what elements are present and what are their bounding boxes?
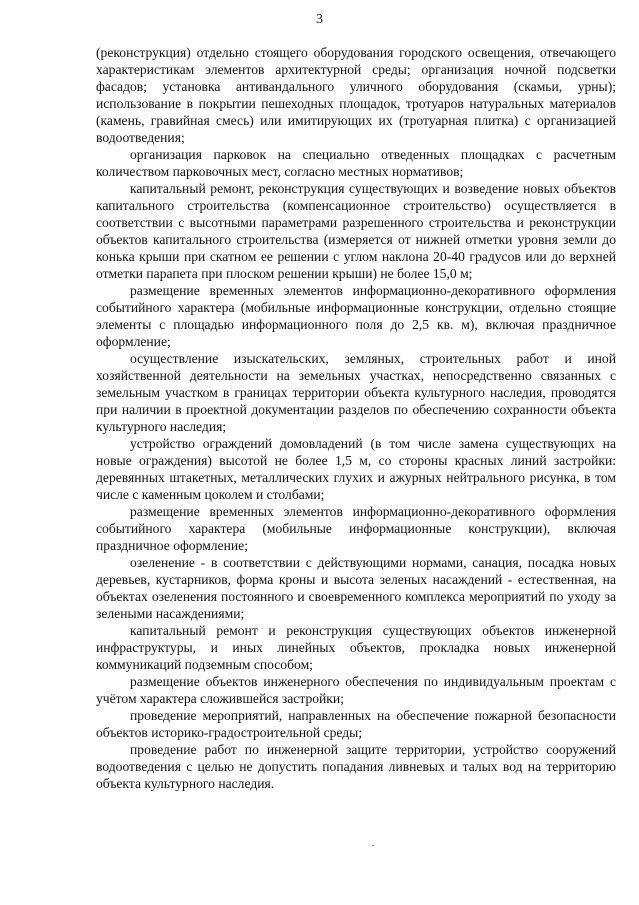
paragraph: организация парковок на специально отведенных площадках с расчетным количеством парковочных мест, согласно местных нормативов; (96, 147, 616, 179)
paragraph: размещение объектов инженерного обеспечения по индивидуальным проектам с учётом характера сложившейся застройки; (96, 674, 616, 706)
paragraph: капитальный ремонт и реконструкция существующих объектов инженерной инфраструктуры, и иных линейных объектов, прокладка новых инженерной коммуникаций подземным способом; (96, 623, 616, 672)
paragraph: размещение временных элементов информационно-декоративного оформления событийного характера (мобильные информационные конструкции), включая праздничное оформление; (96, 504, 616, 553)
scan-speck (372, 845, 374, 846)
paragraph: озеленение - в соответствии с действующими нормами, санация, посадка новых деревьев, кустарников, форма кроны и высота зеленых насаждений - естественная, на объектах озеленения постоянного и своевременного комплекса мероприятий по уходу за зелеными насаждениями; (96, 555, 616, 621)
paragraph: капитальный ремонт, реконструкция существующих и возведение новых объектов капитального строительства (компенсационное строительство) осуществляется в соответствии с высотными параметрами разрешенного строительства и реконструкции объектов капитального строительства (измеряется от нижней отметки уровня земли до конька крыши при скатном ее решении с углом наклона 20-40 градусов или до верхней отметки парапета при плоском решении крыши) не более 15,0 м; (96, 181, 616, 281)
paragraph: проведение мероприятий, направленных на обеспечение пожарной безопасности объектов историко-градостроительной среды; (96, 708, 616, 740)
document-body (96, 44, 616, 792)
paragraph: осуществление изыскательских, земляных, строительных работ и иной хозяйственной деятельности на земельных участках, непосредственно связанных с земельным участком в границах территории объекта культурного наследия, проводятся при наличии в проектной документации разделов по обеспечению сохранности объекта культурного наследия; (96, 351, 616, 434)
paragraph: проведение работ по инженерной защите территории, устройство сооружений водоотведения с целью не допустить попадания ливневых и талых вод на территорию объекта культурного наследия. (96, 742, 616, 791)
page-number: 3 (316, 12, 323, 27)
paragraph: размещение временных элементов информационно-декоративного оформления событийного характера (мобильные информационные конструкции, отдельно стоящие элементы с площадью информационного поля до 2,5 кв. м), включая праздничное оформление; (96, 283, 616, 349)
paragraph: устройство ограждений домовладений (в том числе замена существующих на новые ограждения) высотой не более 1,5 м, со стороны красных линий застройки: деревянных штакетных, металлических глухих и ажурных нейтрального рисунка, в том числе с каменным цоколем и столбами; (96, 436, 616, 502)
paragraph-continuation: (реконструкция) отдельно стоящего оборудования городского освещения, отвечающего характеристикам элементов архитектурной среды; организация ночной подсветки фасадов; установка антивандального уличного оборудования (скамьи, урны); использование в покрытии пешеходных площадок, тротуаров натуральных материалов (камень, гравийная смесь) или имитирующих их (тротуарная плитка) с организацией водоотведения; (96, 45, 616, 145)
